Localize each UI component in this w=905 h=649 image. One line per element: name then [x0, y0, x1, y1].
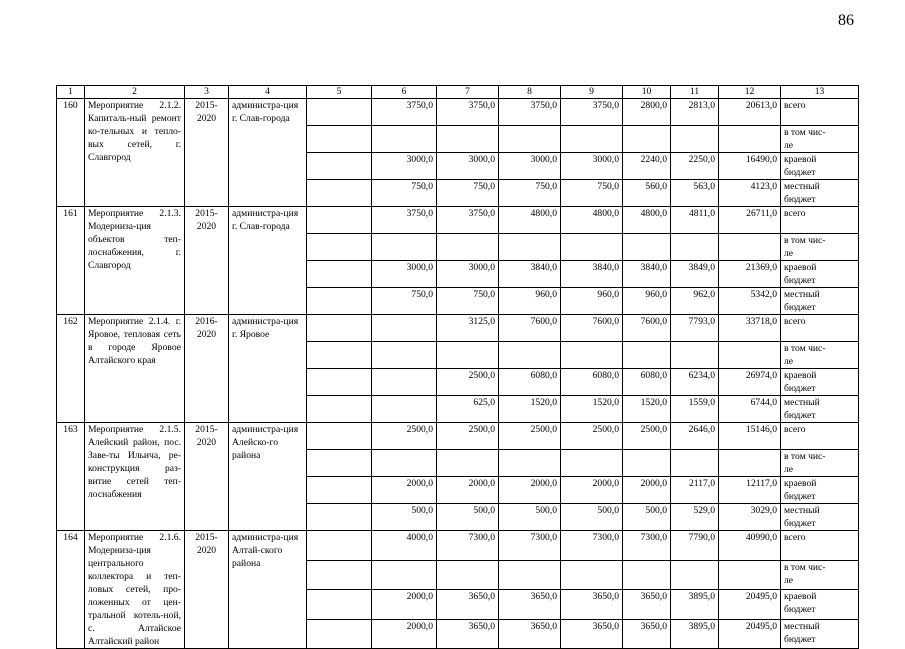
table-row: [57, 207, 859, 234]
col5-cell: [307, 531, 372, 561]
value-cell: 4000,0: [372, 531, 437, 561]
value-cell: 6080,0: [623, 369, 671, 396]
value-cell: 500,0: [561, 504, 623, 531]
col5-cell: [307, 396, 372, 423]
value-cell: 6080,0: [561, 369, 623, 396]
row-number: 161: [57, 207, 85, 315]
column-header: 10: [623, 86, 671, 99]
funding-source-label: в том чис- ле: [781, 126, 859, 153]
funding-source-label: местный бюджет: [781, 288, 859, 315]
value-cell: 2800,0: [623, 99, 671, 126]
executor-cell: администра-ция г. Слав-города: [229, 99, 307, 207]
value-cell: 3849,0: [671, 261, 719, 288]
value-cell: 7300,0: [499, 531, 561, 561]
value-cell: 1520,0: [561, 396, 623, 423]
funding-source-label: местный бюджет: [781, 504, 859, 531]
funding-source-label: местный бюджет: [781, 619, 859, 649]
period-cell: 2016- 2020: [185, 315, 229, 423]
value-cell: 3000,0: [437, 153, 499, 180]
column-header: 1: [57, 86, 85, 99]
value-cell: [671, 450, 719, 477]
value-cell: 7600,0: [561, 315, 623, 342]
value-cell: [561, 234, 623, 261]
table-row: [57, 99, 859, 126]
value-cell: 3000,0: [499, 153, 561, 180]
value-cell: 3750,0: [437, 99, 499, 126]
value-cell: [437, 342, 499, 369]
value-cell: [437, 126, 499, 153]
value-cell: [437, 450, 499, 477]
funding-source-label: всего: [781, 531, 859, 561]
column-header: 6: [372, 86, 437, 99]
value-cell: 21369,0: [719, 261, 781, 288]
value-cell: 560,0: [623, 180, 671, 207]
value-cell: [561, 450, 623, 477]
value-cell: 3750,0: [372, 207, 437, 234]
value-cell: 2500,0: [372, 423, 437, 450]
column-header: 12: [719, 86, 781, 99]
value-cell: 960,0: [623, 288, 671, 315]
value-cell: [499, 126, 561, 153]
value-cell: 2117,0: [671, 477, 719, 504]
header-row: [57, 86, 859, 99]
value-cell: [561, 560, 623, 590]
value-cell: [561, 342, 623, 369]
value-cell: 3895,0: [671, 590, 719, 620]
value-cell: [499, 450, 561, 477]
measure-description: Мероприятие 2.1.4. г. Яровое, тепловая сеть в городе Яровое Алтайского края: [85, 315, 185, 423]
executor-cell: администра-ция г. Слав-города: [229, 207, 307, 315]
value-cell: [719, 342, 781, 369]
col5-cell: [307, 126, 372, 153]
value-cell: [372, 342, 437, 369]
value-cell: [437, 234, 499, 261]
value-cell: 3650,0: [437, 619, 499, 649]
value-cell: [719, 126, 781, 153]
value-cell: 3750,0: [561, 99, 623, 126]
column-header: 3: [185, 86, 229, 99]
measure-description: Мероприятие 2.1.5. Алейский район, пос. Заве-ты Ильича, ре-конструкция раз-витие сетей теп-лоснабжения: [85, 423, 185, 531]
value-cell: 2500,0: [499, 423, 561, 450]
value-cell: 26974,0: [719, 369, 781, 396]
column-header: 4: [229, 86, 307, 99]
value-cell: 2000,0: [372, 590, 437, 620]
column-header: 11: [671, 86, 719, 99]
value-cell: 7600,0: [499, 315, 561, 342]
value-cell: 3000,0: [561, 153, 623, 180]
value-cell: 15146,0: [719, 423, 781, 450]
value-cell: 3029,0: [719, 504, 781, 531]
value-cell: [623, 560, 671, 590]
funding-source-label: местный бюджет: [781, 396, 859, 423]
value-cell: 2250,0: [671, 153, 719, 180]
funding-source-label: в том чис- ле: [781, 342, 859, 369]
value-cell: 2813,0: [671, 99, 719, 126]
executor-cell: администра-ция Алейско-го района: [229, 423, 307, 531]
funding-source-label: в том чис- ле: [781, 234, 859, 261]
value-cell: 625,0: [437, 396, 499, 423]
measure-description: Мероприятие 2.1.6. Модерниза-ция центрального коллектора и теп-ловых сетей, про-ложенных от цен-тральной котель-ной, с. Алтайское Алтайский район: [85, 531, 185, 649]
value-cell: 3650,0: [623, 619, 671, 649]
value-cell: 3750,0: [372, 99, 437, 126]
col5-cell: [307, 342, 372, 369]
value-cell: 529,0: [671, 504, 719, 531]
value-cell: 4811,0: [671, 207, 719, 234]
col5-cell: [307, 504, 372, 531]
value-cell: 7790,0: [671, 531, 719, 561]
value-cell: 33718,0: [719, 315, 781, 342]
executor-cell: администра-ция г. Яровое: [229, 315, 307, 423]
value-cell: [372, 369, 437, 396]
value-cell: 2646,0: [671, 423, 719, 450]
table-row: [57, 315, 859, 342]
col5-cell: [307, 477, 372, 504]
value-cell: 3125,0: [437, 315, 499, 342]
period-cell: 2015- 2020: [185, 423, 229, 531]
col5-cell: [307, 153, 372, 180]
col5-cell: [307, 99, 372, 126]
value-cell: 750,0: [372, 288, 437, 315]
value-cell: [623, 234, 671, 261]
value-cell: 750,0: [437, 180, 499, 207]
value-cell: [372, 560, 437, 590]
value-cell: [623, 126, 671, 153]
value-cell: 20613,0: [719, 99, 781, 126]
value-cell: [372, 234, 437, 261]
value-cell: 4123,0: [719, 180, 781, 207]
column-header: 7: [437, 86, 499, 99]
table-row: [57, 423, 859, 450]
value-cell: 3650,0: [561, 590, 623, 620]
value-cell: 750,0: [437, 288, 499, 315]
value-cell: 2000,0: [623, 477, 671, 504]
value-cell: 3840,0: [561, 261, 623, 288]
col5-cell: [307, 590, 372, 620]
col5-cell: [307, 450, 372, 477]
value-cell: 6744,0: [719, 396, 781, 423]
value-cell: [623, 342, 671, 369]
value-cell: 12117,0: [719, 477, 781, 504]
value-cell: 3000,0: [372, 153, 437, 180]
value-cell: 3650,0: [499, 619, 561, 649]
col5-cell: [307, 234, 372, 261]
col5-cell: [307, 369, 372, 396]
value-cell: 2000,0: [561, 477, 623, 504]
row-number: 162: [57, 315, 85, 423]
col5-cell: [307, 619, 372, 649]
executor-cell: администра-ция Алтай-ского района: [229, 531, 307, 649]
value-cell: 16490,0: [719, 153, 781, 180]
value-cell: [719, 450, 781, 477]
value-cell: 2000,0: [437, 477, 499, 504]
value-cell: [671, 126, 719, 153]
value-cell: 7600,0: [623, 315, 671, 342]
value-cell: 2500,0: [561, 423, 623, 450]
page-number: 86: [838, 12, 854, 29]
column-header: 9: [561, 86, 623, 99]
value-cell: 3840,0: [623, 261, 671, 288]
col5-cell: [307, 423, 372, 450]
value-cell: 3750,0: [437, 207, 499, 234]
value-cell: [499, 234, 561, 261]
table-row: [57, 531, 859, 561]
value-cell: 4800,0: [499, 207, 561, 234]
value-cell: 2000,0: [499, 477, 561, 504]
value-cell: 2500,0: [623, 423, 671, 450]
value-cell: 40990,0: [719, 531, 781, 561]
value-cell: 5342,0: [719, 288, 781, 315]
funding-source-label: краевой бюджет: [781, 153, 859, 180]
value-cell: 2240,0: [623, 153, 671, 180]
value-cell: 3650,0: [437, 590, 499, 620]
measure-description: Мероприятие 2.1.3. Модерниза-ция объектов теп-лоснабжения, г. Славгород: [85, 207, 185, 315]
col5-cell: [307, 207, 372, 234]
col5-cell: [307, 288, 372, 315]
value-cell: [499, 342, 561, 369]
measure-description: Мероприятие 2.1.2. Капиталь-ный ремонт ко-тельных и тепло-вых сетей, г. Славгород: [85, 99, 185, 207]
value-cell: 960,0: [499, 288, 561, 315]
value-cell: 563,0: [671, 180, 719, 207]
value-cell: [671, 342, 719, 369]
value-cell: [623, 450, 671, 477]
value-cell: 2500,0: [437, 423, 499, 450]
value-cell: [372, 315, 437, 342]
value-cell: 500,0: [437, 504, 499, 531]
column-header: 2: [85, 86, 185, 99]
value-cell: 750,0: [372, 180, 437, 207]
value-cell: [719, 234, 781, 261]
value-cell: [561, 126, 623, 153]
col5-cell: [307, 315, 372, 342]
value-cell: [437, 560, 499, 590]
row-number: 163: [57, 423, 85, 531]
value-cell: 7793,0: [671, 315, 719, 342]
value-cell: 6234,0: [671, 369, 719, 396]
value-cell: 500,0: [623, 504, 671, 531]
funding-source-label: всего: [781, 315, 859, 342]
value-cell: 1520,0: [623, 396, 671, 423]
value-cell: [671, 234, 719, 261]
col5-cell: [307, 180, 372, 207]
value-cell: 750,0: [499, 180, 561, 207]
value-cell: 2000,0: [372, 619, 437, 649]
value-cell: 20495,0: [719, 590, 781, 620]
row-number: 164: [57, 531, 85, 649]
value-cell: 7300,0: [437, 531, 499, 561]
value-cell: 500,0: [372, 504, 437, 531]
value-cell: 26711,0: [719, 207, 781, 234]
value-cell: 1559,0: [671, 396, 719, 423]
funding-source-label: краевой бюджет: [781, 590, 859, 620]
value-cell: [499, 560, 561, 590]
value-cell: 3000,0: [437, 261, 499, 288]
value-cell: 3000,0: [372, 261, 437, 288]
value-cell: [719, 560, 781, 590]
value-cell: 6080,0: [499, 369, 561, 396]
budget-table: [56, 85, 859, 649]
period-cell: 2015- 2020: [185, 99, 229, 207]
value-cell: 1520,0: [499, 396, 561, 423]
value-cell: 3750,0: [499, 99, 561, 126]
value-cell: 3840,0: [499, 261, 561, 288]
value-cell: 7300,0: [561, 531, 623, 561]
column-header: 8: [499, 86, 561, 99]
value-cell: 962,0: [671, 288, 719, 315]
value-cell: 20495,0: [719, 619, 781, 649]
value-cell: [671, 560, 719, 590]
funding-source-label: краевой бюджет: [781, 477, 859, 504]
column-header: 13: [781, 86, 859, 99]
value-cell: 2500,0: [437, 369, 499, 396]
funding-source-label: краевой бюджет: [781, 261, 859, 288]
period-cell: 2015- 2020: [185, 207, 229, 315]
value-cell: 3650,0: [623, 590, 671, 620]
value-cell: [372, 450, 437, 477]
funding-source-label: всего: [781, 423, 859, 450]
value-cell: 3650,0: [561, 619, 623, 649]
value-cell: 4800,0: [623, 207, 671, 234]
row-number: 160: [57, 99, 85, 207]
funding-source-label: местный бюджет: [781, 180, 859, 207]
funding-source-label: краевой бюджет: [781, 369, 859, 396]
value-cell: 2000,0: [372, 477, 437, 504]
funding-source-label: в том чис- ле: [781, 560, 859, 590]
value-cell: 960,0: [561, 288, 623, 315]
funding-source-label: всего: [781, 99, 859, 126]
value-cell: 500,0: [499, 504, 561, 531]
col5-cell: [307, 560, 372, 590]
funding-source-label: в том чис- ле: [781, 450, 859, 477]
value-cell: 4800,0: [561, 207, 623, 234]
period-cell: 2015- 2020: [185, 531, 229, 649]
value-cell: [372, 396, 437, 423]
value-cell: [372, 126, 437, 153]
column-header: 5: [307, 86, 372, 99]
value-cell: 750,0: [561, 180, 623, 207]
funding-source-label: всего: [781, 207, 859, 234]
value-cell: 3650,0: [499, 590, 561, 620]
value-cell: 3895,0: [671, 619, 719, 649]
col5-cell: [307, 261, 372, 288]
value-cell: 7300,0: [623, 531, 671, 561]
